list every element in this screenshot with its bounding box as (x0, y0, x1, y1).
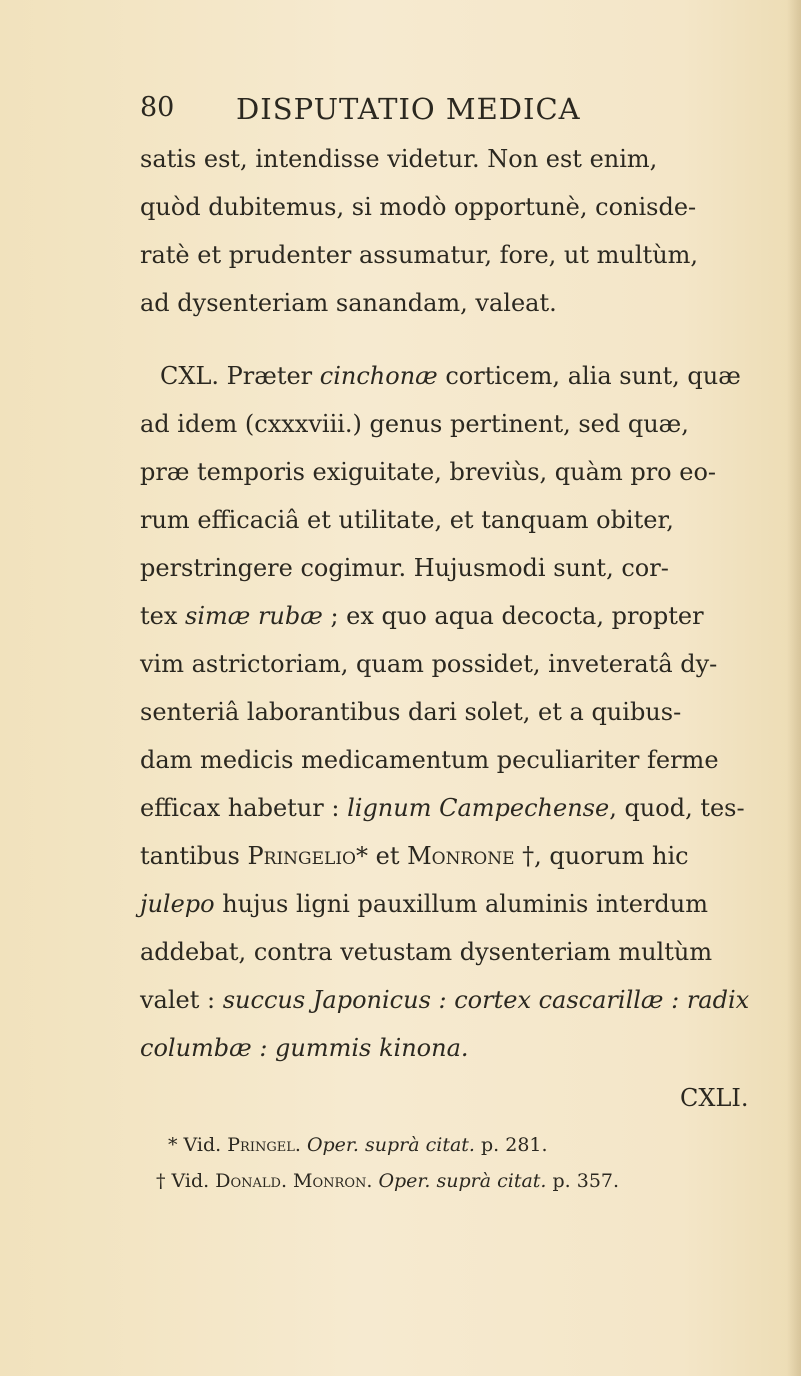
text-line: ratè et prudenter assumatur, fore, ut multùm, (140, 241, 699, 269)
footnote-marker: * (168, 1134, 184, 1156)
italic-term: simæ rubæ (185, 602, 323, 630)
main-text (140, 135, 768, 1072)
text-line: satis est, intendisse videtur. Non est enim, (140, 145, 658, 173)
footnote-1 (140, 1127, 780, 1163)
footnotes (140, 1127, 780, 1199)
text-run: Vid. (183, 1134, 228, 1156)
text-line (140, 352, 768, 400)
catchword: CXLI. (680, 1084, 749, 1112)
text-line (140, 976, 768, 1024)
text-line (140, 592, 768, 640)
citation-ref: Oper. suprà citat. (372, 1170, 547, 1192)
author-name: Pringel. (227, 1134, 301, 1156)
author-name: Pringelio (247, 842, 356, 870)
footnote-marker: * et (355, 842, 408, 870)
text-run: hujus ligni pauxillum aluminis interdum (214, 890, 708, 918)
text-run: efficax habetur : (140, 794, 348, 822)
text-line (140, 880, 768, 928)
text-line: ad dysenteriam sanandam, valeat. (140, 289, 557, 317)
text-run: ; ex quo aqua decocta, propter (322, 602, 704, 630)
text-line: addebat, contra vetustam dysenteriam multùm (140, 938, 713, 966)
text-run: Vid. (171, 1170, 216, 1192)
text-line (140, 1024, 768, 1072)
author-name: Donald. Monron. (215, 1170, 373, 1192)
text-line: quòd dubitemus, si modò opportunè, conisde- (140, 193, 697, 221)
author-name: Monrone (407, 842, 515, 870)
text-line: ad idem (cxxxviii.) genus pertinent, sed quæ, (140, 410, 689, 438)
text-line: senteriâ laborantibus dari solet, et a quibus- (140, 698, 682, 726)
citation-ref: Oper. suprà citat. (300, 1134, 475, 1156)
text-line (140, 832, 768, 880)
text-line (140, 784, 768, 832)
paragraph-gap (140, 327, 768, 352)
page-edge-shadow (787, 0, 801, 1376)
italic-term: lignum Campechense (347, 794, 610, 822)
text-run: †, quorum hic (514, 842, 689, 870)
italic-term: columbæ : gummis kinona. (140, 1034, 469, 1062)
italic-term: succus Japonicus : cortex cascarillæ : radix (222, 986, 750, 1014)
text-run: corticem, alia sunt, quæ (437, 362, 741, 390)
text-line: dam medicis medicamentum peculiariter ferme (140, 746, 719, 774)
page-ref: p. 357. (546, 1170, 620, 1192)
footnote-2 (140, 1163, 780, 1199)
paragraph-cxl (140, 352, 768, 1072)
text-run: valet : (140, 986, 223, 1014)
page-ref: p. 281. (474, 1134, 548, 1156)
text-line: rum efficaciâ et utilitate, et tanquam obiter, (140, 506, 674, 534)
text-run: , quod, tes- (609, 794, 745, 822)
running-title: DISPUTATIO MEDICA (236, 92, 581, 126)
footnote-marker: † (156, 1170, 172, 1192)
italic-term: julepo (140, 890, 215, 918)
italic-term: cinchonæ (319, 362, 438, 390)
page-number: 80 (140, 92, 175, 123)
text-run: tex (140, 602, 186, 630)
section-number-text: CXL. Præter (160, 362, 320, 390)
paragraph-1 (140, 135, 768, 327)
page-header (140, 92, 740, 136)
text-line: vim astrictoriam, quam possidet, inveteratâ dy- (140, 650, 718, 678)
text-line: præ temporis exiguitate, breviùs, quàm pro eo- (140, 458, 716, 486)
text-run: tantibus (140, 842, 248, 870)
text-line: perstringere cogimur. Hujusmodi sunt, cor- (140, 554, 669, 582)
